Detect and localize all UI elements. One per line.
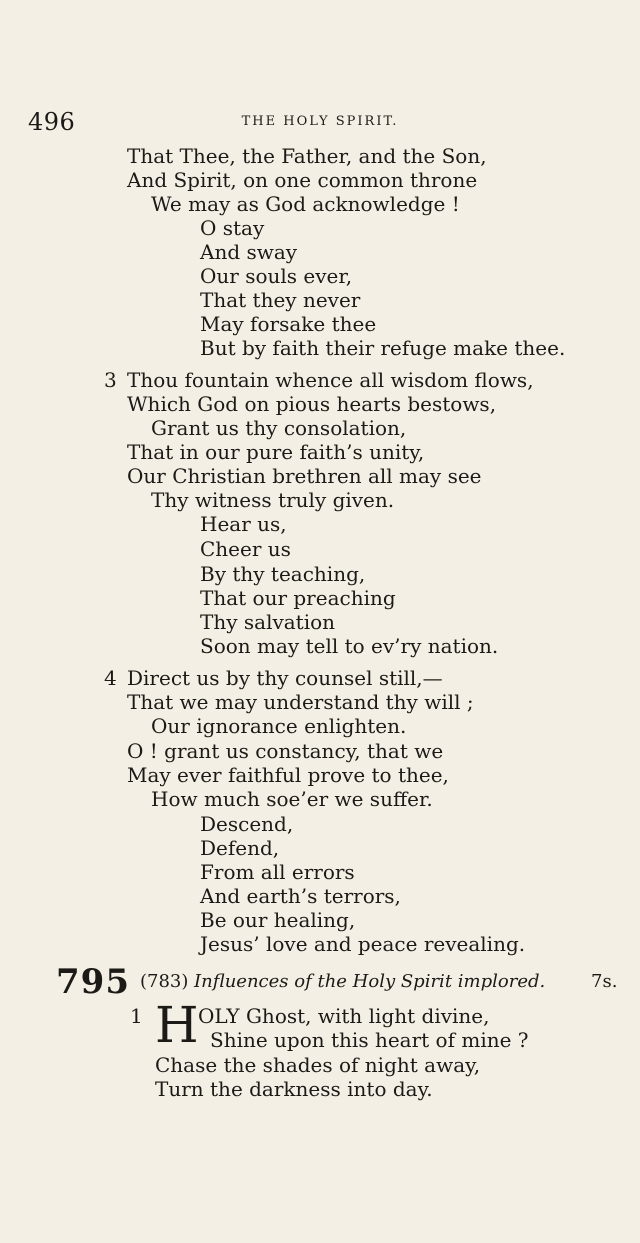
verse-line: And Spirit, on one common throne — [127, 168, 478, 192]
verse-line: By thy teaching, — [200, 562, 366, 586]
verse-line: Defend, — [200, 836, 280, 860]
hymn-heading — [56, 962, 626, 1002]
running-title: THE HOLY SPIRIT. — [241, 114, 399, 129]
verse-line: Turn the darkness into day. — [155, 1077, 433, 1101]
verse-line: May ever faithful prove to thee, — [127, 763, 449, 787]
page-number: 496 — [28, 108, 76, 136]
hymn-number: 795 — [56, 962, 130, 1002]
verse-line: Jesus’ love and peace revealing. — [200, 932, 526, 956]
verse-line: OLY Ghost, with light divine, — [198, 1004, 490, 1028]
verse-line: How much soe’er we suffer. — [151, 787, 433, 811]
verse-line: Be our healing, — [200, 908, 356, 932]
drop-cap: H — [155, 996, 199, 1054]
verse-line: Our ignorance enlighten. — [151, 714, 407, 738]
verse-line: Our Christian brethren all may see — [127, 464, 482, 488]
verse-line: We may as God acknowledge ! — [151, 192, 460, 216]
verse-line: But by faith their refuge make thee. — [200, 336, 566, 360]
verse-line: Thy witness truly given. — [151, 488, 395, 512]
verse-line: Cheer us — [200, 537, 291, 561]
verse-line: O stay — [200, 216, 265, 240]
verse-line: Direct us by thy counsel still,— — [127, 666, 443, 690]
verse-line: That our preaching — [200, 586, 396, 610]
verse-line: That Thee, the Father, and the Son, — [127, 144, 487, 168]
verse-line: That they never — [200, 288, 361, 312]
verse-line: O ! grant us constancy, that we — [127, 739, 444, 763]
stanza-number: 4 — [104, 666, 117, 690]
stanza-number: 3 — [104, 368, 117, 392]
verse-line: Chase the shades of night away, — [155, 1053, 481, 1077]
verse-line: May forsake thee — [200, 312, 377, 336]
verse-line: Hear us, — [200, 512, 287, 536]
verse-line: And sway — [200, 240, 298, 264]
verse-line: Thou fountain whence all wisdom flows, — [127, 368, 534, 392]
verse-line: Our souls ever, — [200, 264, 353, 288]
verse-line: Descend, — [200, 812, 294, 836]
page-header — [0, 108, 640, 134]
hymn-title: Influences of the Holy Spirit implored. — [194, 971, 546, 992]
verse-line: Which God on pious hearts bestows, — [127, 392, 497, 416]
verse-line: And earth’s terrors, — [200, 884, 401, 908]
hymn-meter: 7s. — [591, 971, 618, 992]
verse-line: That in our pure faith’s unity, — [127, 440, 425, 464]
verse-line: Soon may tell to ev’ry nation. — [200, 634, 499, 658]
verse-line: That we may understand thy will ; — [127, 690, 474, 714]
verse-line: Thy salvation — [200, 610, 336, 634]
stanza-number: 1 — [130, 1004, 143, 1028]
hymn-reference: (783) — [140, 971, 189, 992]
verse-line: Shine upon this heart of mine ? — [210, 1028, 529, 1052]
verse-line: From all errors — [200, 860, 355, 884]
verse-line: Grant us thy consolation, — [151, 416, 407, 440]
